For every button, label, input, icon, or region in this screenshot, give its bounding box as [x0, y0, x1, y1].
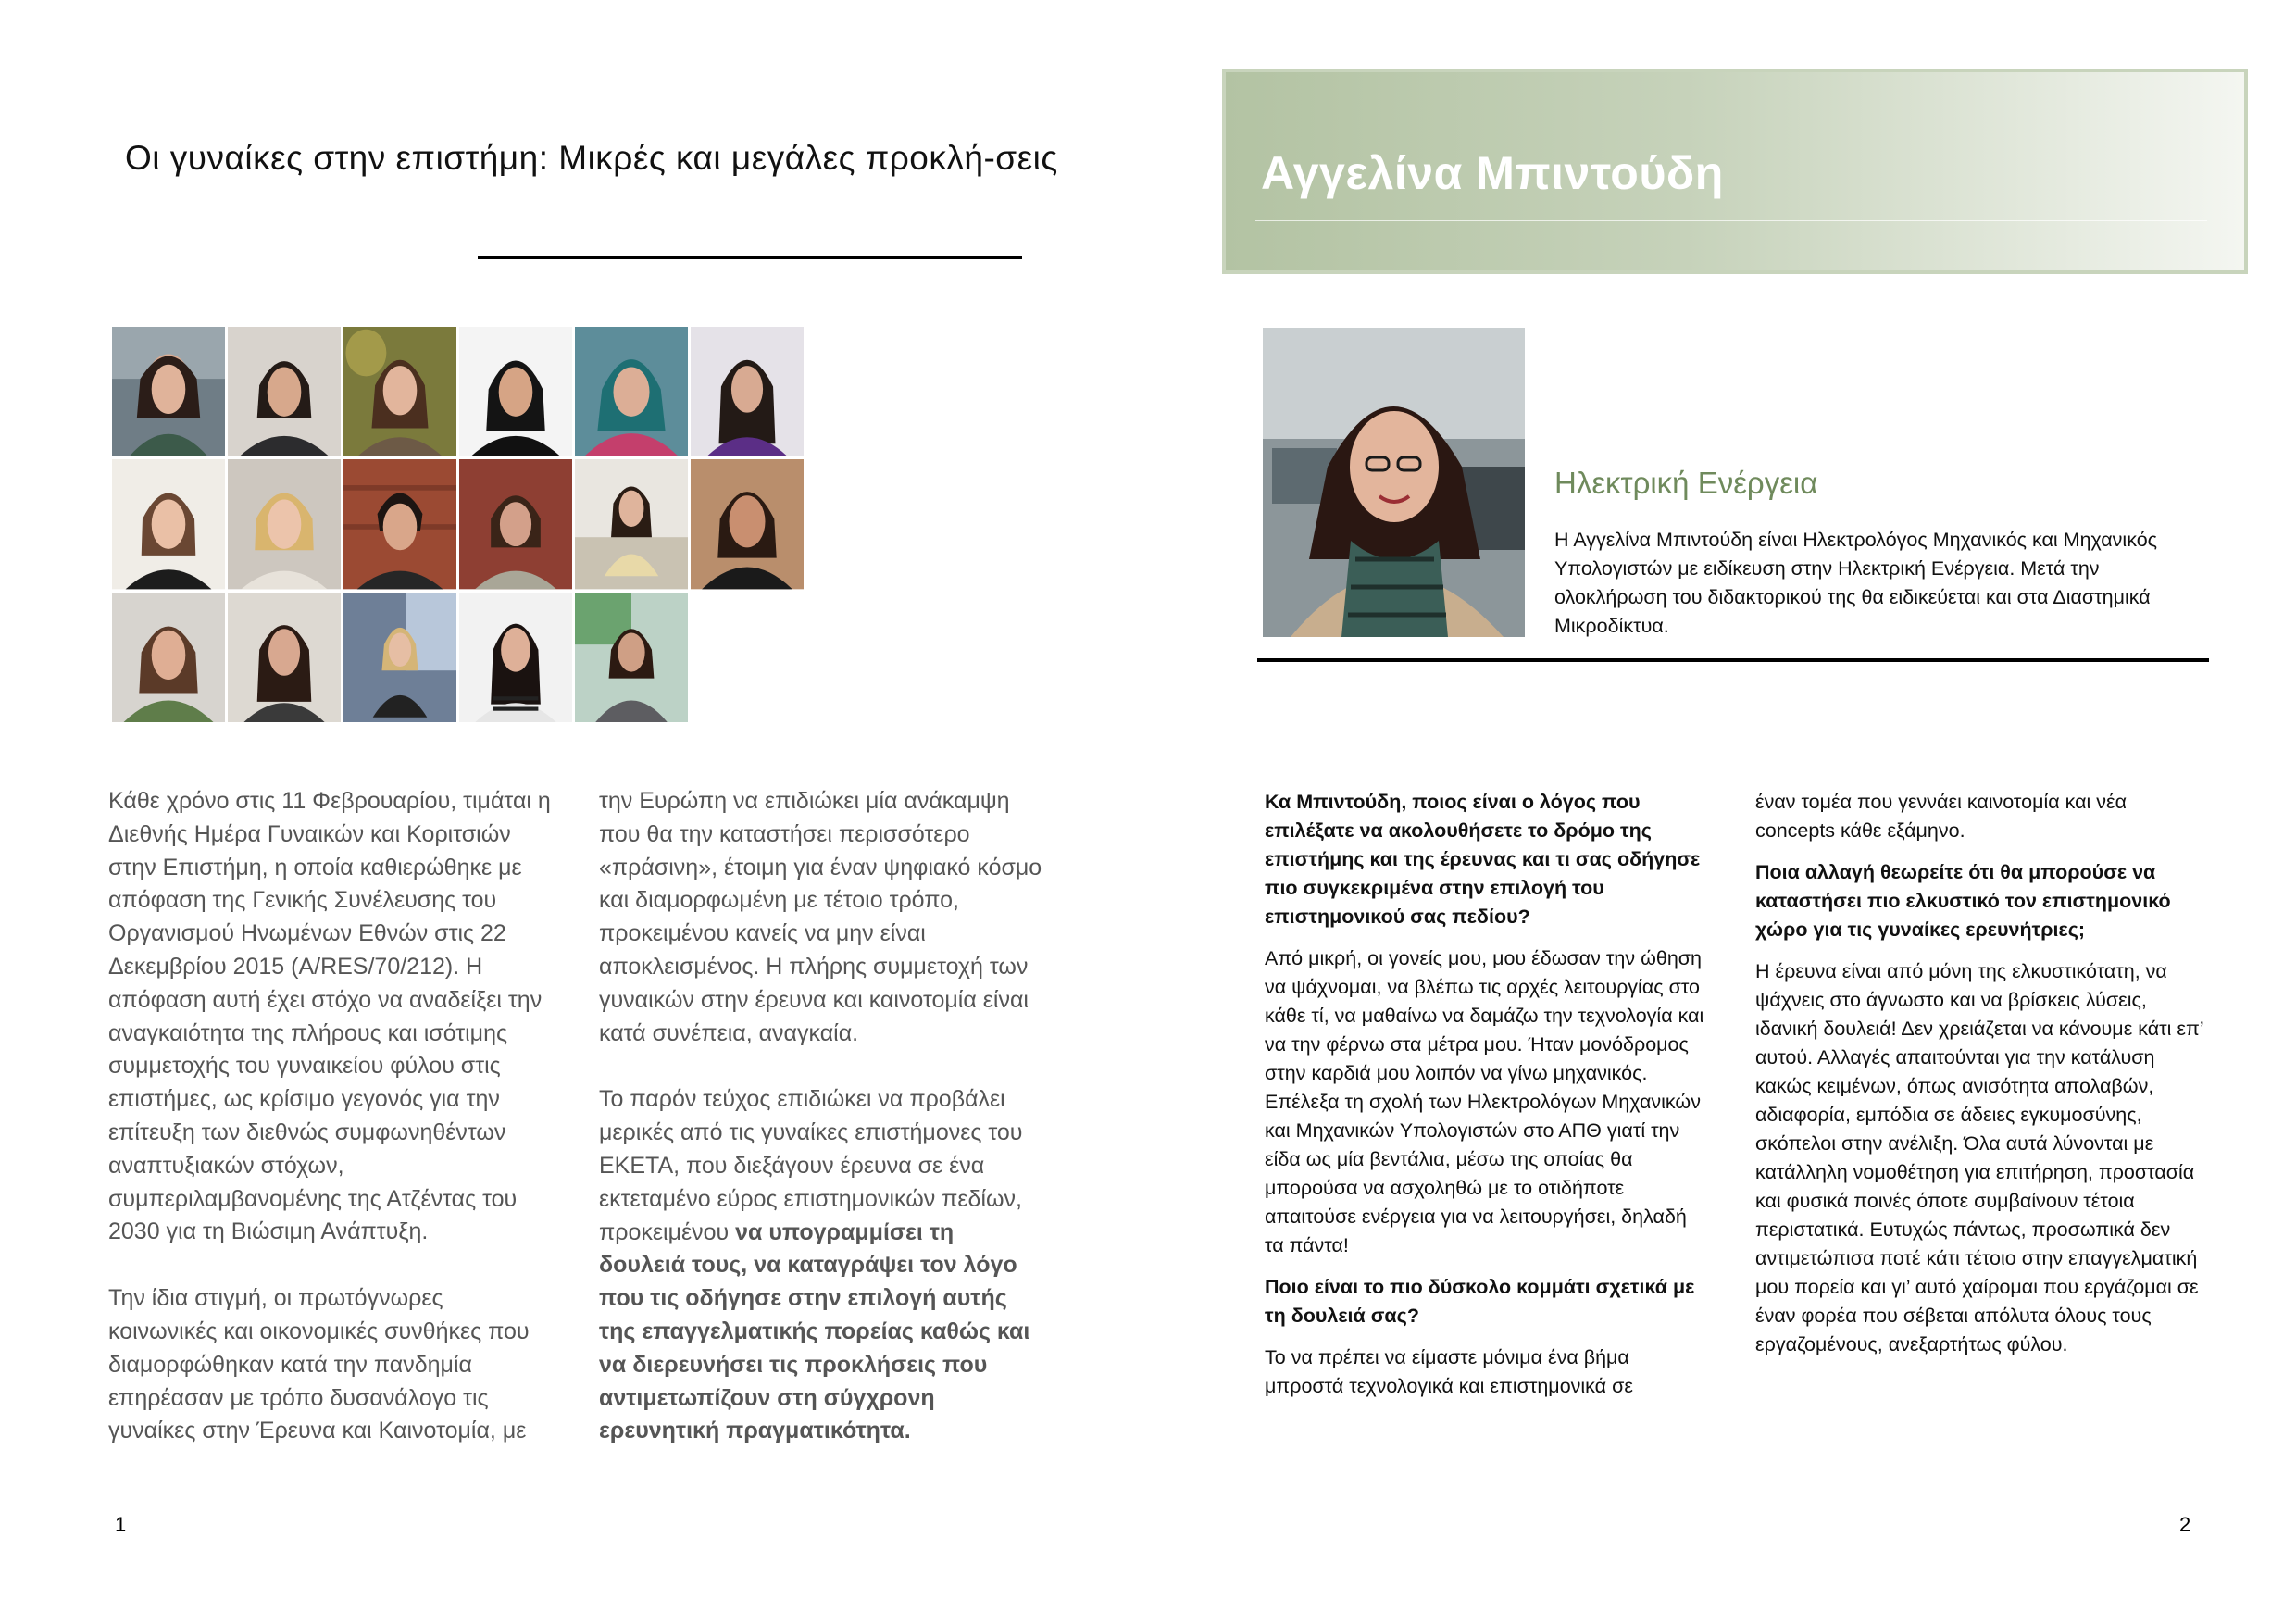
- collage-photo: [691, 327, 804, 456]
- interview-answer: Από μικρή, οι γονείς μου, μου έδωσαν την ώθηση να ψάχνομαι, να βλέπω τις αρχές λειτουργίας στο κάθε τί, να μαθαίνω να δαμάζω την τεχνολογία και να την φέρνω στα μέτρα μου. Ήταν μονόδρομος στην καρδιά μου λοιπόν να γίνω μηχανικός. Επέλεξα τη σχολή των Ηλεκτρολόγων Μηχανικών και Μηχανικών Υπολογιστών στο ΑΠΘ γιατί την είδα ως μία βεντάλια, μέσω της οποίας θα μπορούσα να ασχοληθώ με το οτιδήποτε απαιτούσε ενέργεια για να λειτουργήσει, δηλαδή τα πάντα!: [1265, 947, 1704, 1256]
- title-underline: [478, 256, 1022, 259]
- banner-divider: [1255, 220, 2207, 221]
- field-title: Ηλεκτρική Ενέργεια: [1554, 466, 1818, 500]
- collage-photo: [343, 459, 456, 589]
- collage-photo: [575, 459, 688, 589]
- interview-column-1: [1265, 788, 1707, 1414]
- collage-photo: [459, 593, 572, 722]
- collage-photo: [459, 327, 572, 456]
- collage-photo: [343, 593, 456, 722]
- collage-photo: [112, 459, 225, 589]
- interview-question: Ποια αλλαγή θεωρείτε ότι θα μπορούσε να καταστήσει πιο ελκυστικό τον επιστημονικό χώρο για τις γυναίκες ερευνήτριες;: [1755, 861, 2171, 941]
- interview-answer: Η έρευνα είναι από μόνη της ελκυστικότατη, να ψάχνεις στο άγνωστο και να βρίσκεις λύσεις, ιδανική δουλειά! Δεν χρειάζεται να κάνουμε κάτι επ’ αυτού. Αλλαγές απαιτούνται για την κατάλυση κακώς κειμένων, όπως ανισότητα απολαβών, αδιαφορία, εμπόδια σε άδειες εγκυμοσύνης, σκόπελοι στην ανέλιξη. Όλα αυτά λύνονται με κατάλληλη νομοθέτηση για επιτήρηση, προστασία και φυσικά ποινές όποτε συμβαίνουν τέτοια περιστατικά. Ευτυχώς πάντως, προσωπικά δεν αντιμετώπισα ποτέ κάτι τέτοιο στην επαγγελματική μου πορεία και γι’ αυτό χαίρομαι που εργάζομαι σε έναν φορέα που σέβεται απόλυτα όλους τους εργαζομένους, ανεξαρτήτως φύλου.: [1755, 960, 2203, 1355]
- page-number: 1: [115, 1513, 127, 1536]
- interview-question: Κα Μπιντούδη, ποιος είναι ο λόγος που επιλέξατε να ακολουθήσετε το δρόμο της επιστήμης και της έρευνας και τι σας οδήγησε πιο συγκεκριμένα στην επιλογή του επιστημονικού σας πεδίου?: [1265, 791, 1701, 928]
- paragraph-text: Το παρόν τεύχος επιδιώκει να προβάλει μερικές από τις γυναίκες επιστήμονες του ΕΚΕΤΑ, που διεξάγουν έρευνα σε ένα εκτεταμένο εύρος επιστημονικών πεδίων, προκειμένου: [599, 1086, 1023, 1245]
- collage-photo: [228, 327, 341, 456]
- article-column-2: [599, 785, 1045, 1481]
- collage-photo: [575, 327, 688, 456]
- collage-photo: [112, 327, 225, 456]
- collage-photo: [691, 459, 804, 589]
- section-divider: [1257, 658, 2209, 662]
- interview-answer: Το να πρέπει να είμαστε μόνιμα ένα βήμα μπροστά τεχνολογικά και επιστημονικά σε: [1265, 1346, 1633, 1397]
- researcher-name: Αγγελίνα Μπιντούδη: [1261, 147, 1724, 199]
- collage-photo: [459, 459, 572, 589]
- researcher-portrait: [1263, 328, 1525, 637]
- collage-photo: [228, 459, 341, 589]
- interview-answer: έναν τομέα που γεννάει καινοτομία και νέα concepts κάθε εξάμηνο.: [1755, 791, 2128, 842]
- paragraph: [599, 1083, 1045, 1448]
- interview-question: Ποιο είναι το πιο δύσκολο κομμάτι σχετικά με τη δουλειά σας?: [1265, 1276, 1695, 1327]
- page-number: 2: [2179, 1513, 2191, 1536]
- paragraph: την Ευρώπη να επιδιώκει μία ανάκαμψη που θα την καταστήσει περισσότερο «πράσινη», έτοιμη για έναν ψηφιακό κόσμο και διαμορφωμένη με τέτοιο τρόπο, προκειμένου κανείς να μην είναι αποκλεισμένος. Η πλήρης συμμετοχή των γυναικών στην έρευνα και καινοτομία είναι κατά συνέπεια, αναγκαία.: [599, 788, 1042, 1046]
- paragraph: Την ίδια στιγμή, οι πρωτόγνωρες κοινωνικές και οικονομικές συνθήκες που διαμορφώθηκαν κατά την πανδημία επηρέασαν με τρόπο δυσανάλογο τις γυναίκες στην Έρευνα και Καινοτομία, με: [108, 1285, 530, 1444]
- paragraph: Κάθε χρόνο στις 11 Φεβρουαρίου, τιμάται η Διεθνής Ημέρα Γυναικών και Κοριτσιών στην Επιστήμη, η οποία καθιερώθηκε με απόφαση της Γενικής Συνέλευσης του Οργανισμού Ηνωμένων Εθνών στις 22 Δεκεμβρίου 2015 (A/RES/70/212). Η απόφαση αυτή έχει στόχο να αναδείξει την αναγκαιότητα της πλήρους και ισότιμης συμμετοχής του γυναικείου φύλου στις επιστήμες, ως κρίσιμο γεγονός για την επίτευξη των διεθνώς συμφωνηθέντων αναπτυξιακών στόχων, συμπεριλαμβανομένης της Ατζέντας του 2030 για τη Βιώσιμη Ανάπτυξη.: [108, 788, 551, 1245]
- collage-photo: [343, 327, 456, 456]
- article-column-1: [108, 785, 553, 1481]
- collage-photo: [575, 593, 688, 722]
- women-scientists-photo-collage: [112, 327, 804, 722]
- page-title: Οι γυναίκες στην επιστήμη: Μικρές και μεγάλες προκλή-σεις: [125, 139, 1058, 177]
- collage-photo: [112, 593, 225, 722]
- interview-column-2: [1755, 788, 2209, 1372]
- collage-photo: [228, 593, 341, 722]
- paragraph-emphasis: να υπογραμμίσει τη δουλειά τους, να καταγράψει τον λόγο που τις οδήγησε στην επιλογή αυτής της επαγγελματικής πορείας καθώς και να διερευνήσει τις προκλήσεις που αντιμετωπίζουν στη σύγχρονη ερευνητική πραγματικότητα.: [599, 1218, 1030, 1444]
- researcher-bio: Η Αγγελίνα Μπιντούδη είναι Ηλεκτρολόγος Μηχανικός και Μηχανικός Υπολογιστών με ειδίκευση στην Ηλεκτρική Ενέργεια. Μετά την ολοκλήρωση του διδακτορικού της θα ειδικεύεται και στα Διαστημικά Μικροδίκτυα.: [1554, 529, 2158, 637]
